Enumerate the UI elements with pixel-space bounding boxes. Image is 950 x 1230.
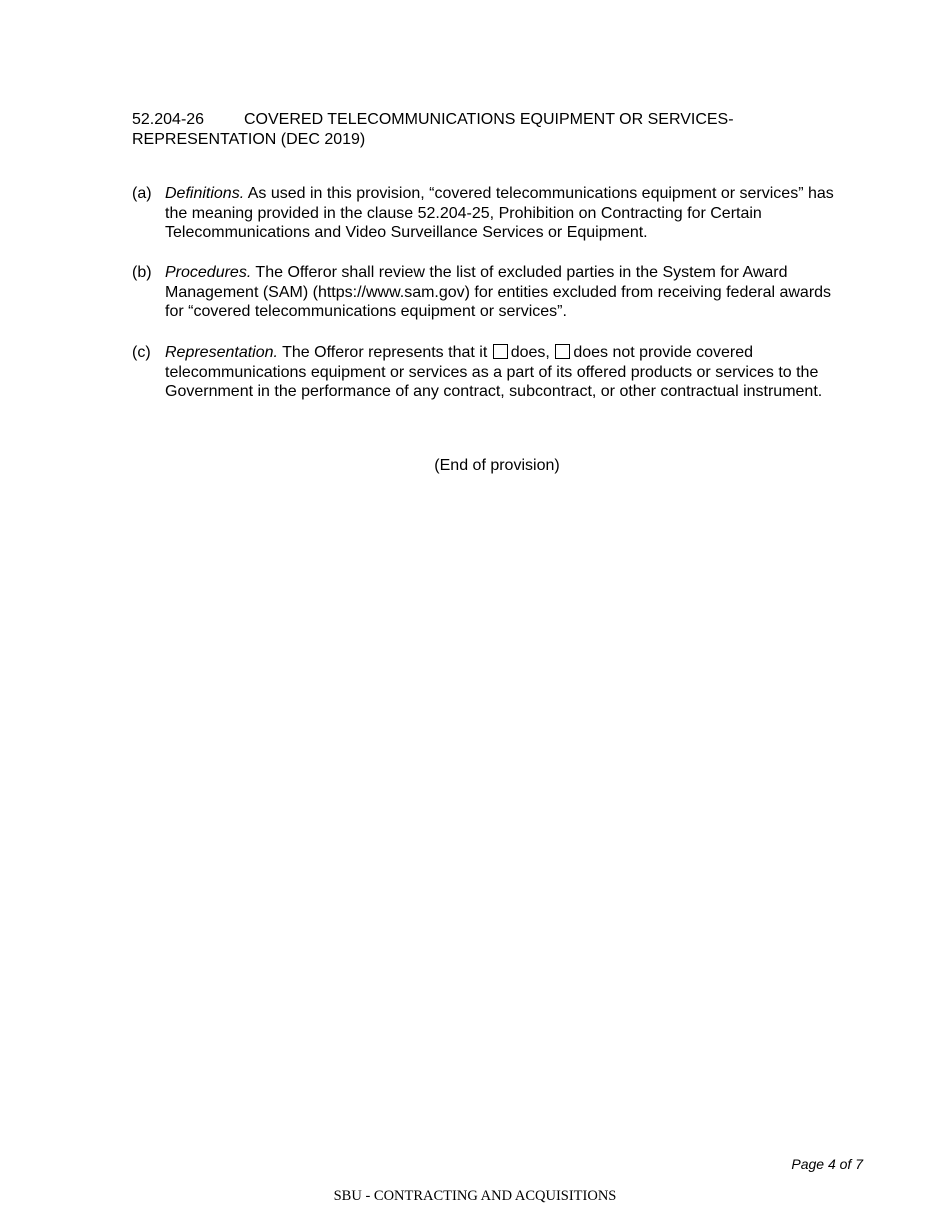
does-not-checkbox[interactable] (555, 344, 570, 359)
provision-title-line2: REPRESENTATION (DEC 2019) (132, 130, 366, 148)
paragraph-b (132, 263, 852, 322)
paragraph-a-label: (a) (132, 185, 152, 202)
paragraph-b-term: Procedures. (165, 264, 252, 281)
provision-title-line1: COVERED TELECOMMUNICATIONS EQUIPMENT OR SERVICES- (244, 111, 734, 128)
page-number: Page 4 of 7 (791, 1156, 863, 1172)
paragraph-c-label: (c) (132, 344, 151, 361)
paragraph-a-term: Definitions. (165, 185, 245, 202)
paragraph-a (132, 184, 852, 243)
paragraph-c-text-before: The Offeror represents that it (282, 344, 488, 361)
end-of-provision: (End of provision) (434, 457, 560, 474)
paragraph-c-body (165, 343, 852, 402)
paragraph-a-text: As used in this provision, “covered telecommunications equipment or services” has the meaning provided in the clause 52.204-25, Prohibition on Contracting for Certain Telecommunications and Video Surveillance Services or Equipment. (165, 185, 834, 242)
paragraph-b-body (165, 263, 852, 322)
paragraph-b-label: (b) (132, 264, 152, 281)
does-checkbox[interactable] (493, 344, 508, 359)
provision-heading (132, 110, 832, 149)
paragraph-c (132, 343, 852, 402)
does-not-option-text: does not provide covered telecommunications equipment or services as a part of its offered products or services to the Government in the performance of any contract, subcontract, or other contractual instrument. (165, 344, 823, 401)
paragraph-a-body (165, 184, 852, 243)
page-footer: SBU - CONTRACTING AND ACQUISITIONS (333, 1188, 617, 1204)
paragraph-b-text: The Offeror shall review the list of excluded parties in the System for Award Management (SAM) (https://www.sam.gov) for entities excluded from receiving federal awards for “covered telecommunications equipment or services”. (165, 264, 832, 321)
does-option-label: does, (510, 344, 550, 361)
provision-number: 52.204-26 (132, 111, 205, 128)
paragraph-c-term: Representation. (165, 344, 278, 361)
